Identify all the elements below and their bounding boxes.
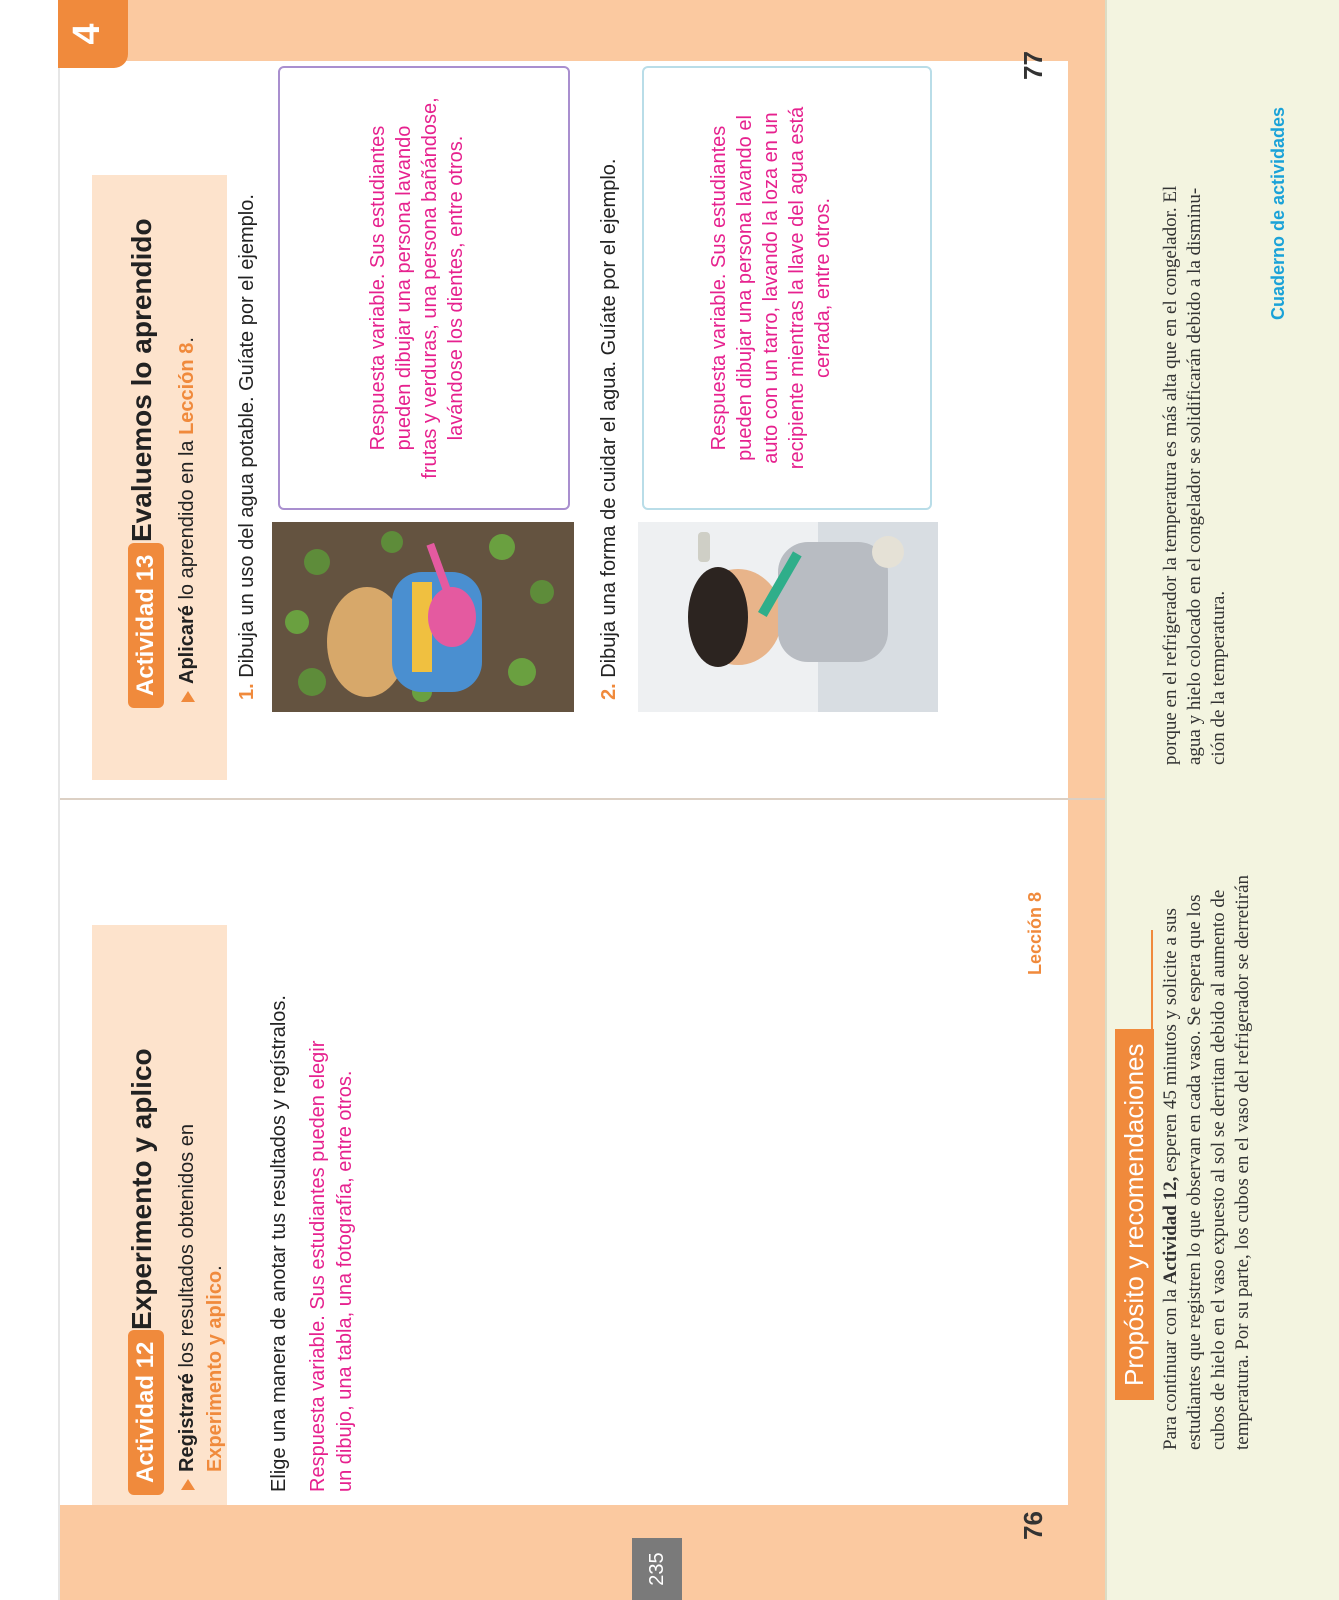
q1-answer-line: lavándose los dientes, entre otros. [445,135,467,441]
q2-answer-line: pueden dibujar una persona lavando el [734,115,756,461]
activity-12-badge: Actividad 12 [128,1330,164,1495]
folio-number: 235 [632,1538,682,1600]
q1-answer-line: Respuesta variable. Sus estudiantes [367,125,389,451]
recommendations-heading: Propósito y recomendaciones [1115,1029,1154,1400]
recommendation-line: temperatura. Por su parte, los cubos en el vaso del refrigerador se derretirán [1232,874,1253,1450]
bullet-arrow-icon [181,691,195,702]
lesson-link[interactable]: Lección 8 [176,342,198,435]
recommendation-line: Para continuar con la Actividad 12, esperen 45 minutos y solicite a sus [1160,908,1181,1450]
q2-answer-line: auto con un tarro, lavando la loza en un [760,112,782,464]
unit-number: 4 [66,23,108,45]
girl-watering-plants-photo [272,522,574,712]
activity-13-intro: Aplicaré lo aprendido en la Lección 8. [176,337,198,684]
activity-12-answer-line2: un dibujo, una tabla, una fotografía, entre otros. [334,1070,356,1492]
brushing-photo-illustration [638,522,938,712]
activity-13-title: Evaluemos lo aprendido [126,218,157,542]
lesson-footer: Lección 8 [1025,891,1045,975]
activity-12-instruction: Elige una manera de anotar tus resultados y regístralos. [268,995,290,1492]
activity-12-title: Experimento y aplico [126,1048,157,1330]
recommendation-line: ción de la temperatura. [1208,590,1229,765]
q2-answer-line: cerrada, entre otros. [812,197,834,379]
section-divider [1105,0,1107,1600]
q1-answer-line: frutas y verduras, una persona bañándose, [419,97,441,479]
q1-answer-line: pueden dibujar una persona lavando [393,125,415,451]
question-1: 1. Dibuja un uso del agua potable. Guíate por el ejemplo. [236,194,258,700]
q2-answer-line: recipiente mientras la llave del agua está [786,106,808,470]
activity-13-badge: Actividad 13 [128,543,164,708]
q2-answer-line: Respuesta variable. Sus estudiantes [708,125,730,451]
recommendation-line: cubos de hielo en el vaso expuesto al sol se derritan debido al aumento de [1208,889,1229,1450]
activity-12-intro-line2: Experimento y aplico. [204,1265,226,1472]
boy-brushing-teeth-photo [638,522,938,712]
question-2: 2. Dibuja una forma de cuidar el agua. Guíate por el ejemplo. [598,158,620,700]
watering-photo-illustration [272,522,574,712]
book-gutter [60,798,1105,800]
activity-12-intro-line1: Registraré los resultados obtenidos en [176,1124,198,1472]
question-1-drawing-box[interactable] [278,66,570,510]
page-number-left: 76 [1018,1511,1048,1540]
page-number-right: 77 [1018,51,1048,80]
heading-underline [1151,930,1153,1400]
bullet-arrow-icon [181,1479,195,1490]
lesson-link[interactable]: Experimento y aplico [204,1270,226,1472]
activity-notebook-link[interactable]: Cuaderno de actividades [1268,106,1288,320]
question-2-drawing-box[interactable] [642,66,932,510]
recommendation-line: porque en el refrigerador la temperatura es más alta que en el congelador. El [1160,185,1181,765]
activity-12-answer-line1: Respuesta variable. Sus estudiantes pueden elegir [307,1040,329,1492]
page-margin [0,0,60,1600]
recommendation-line: agua y hielo colocado en el congelador se solidificarán debido a la disminu- [1184,187,1205,765]
recommendation-line: estudiantes que registren lo que observan en cada vaso. Se espera que los [1184,894,1205,1450]
